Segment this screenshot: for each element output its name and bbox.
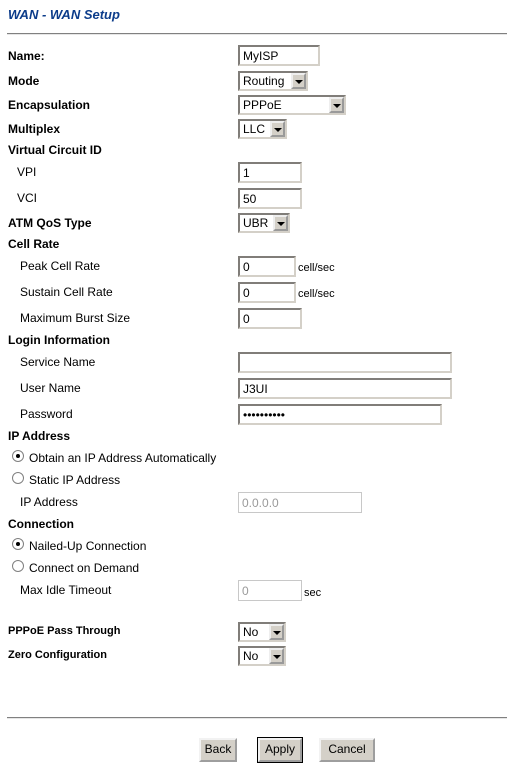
service-name-input[interactable] [238, 352, 452, 373]
ip-auto-label: Obtain an IP Address Automatically [29, 451, 217, 465]
vci-label: VCI [17, 191, 38, 205]
connection-heading: Connection [8, 517, 74, 531]
login-heading: Login Information [8, 333, 110, 347]
service-name-label: Service Name [20, 355, 96, 369]
name-input[interactable] [238, 45, 320, 66]
pppoe-pass-label: PPPoE Pass Through [8, 625, 121, 637]
ip-heading: IP Address [8, 429, 71, 443]
max-idle-timeout-input[interactable] [238, 580, 302, 601]
encapsulation-select[interactable] [238, 95, 346, 115]
cancel-button[interactable]: Cancel [319, 738, 375, 762]
qos-label: ATM QoS Type [8, 216, 92, 230]
user-name-input[interactable] [238, 378, 452, 399]
pppoe-pass-value: No [243, 625, 259, 639]
zero-conf-select[interactable] [238, 646, 286, 666]
mode-select[interactable] [238, 71, 308, 91]
sustain-cell-rate-label: Sustain Cell Rate [20, 285, 113, 299]
pppoe-pass-select[interactable] [238, 622, 286, 642]
top-divider [7, 33, 507, 35]
ip-address-input[interactable] [238, 492, 362, 513]
ip-static-radio[interactable] [12, 472, 24, 484]
ip-auto-radio[interactable] [12, 450, 24, 462]
connect-on-demand-label: Connect on Demand [29, 561, 140, 575]
sustain-unit: cell/sec [298, 288, 335, 300]
qos-select[interactable] [238, 213, 290, 233]
mode-value: Routing [243, 74, 285, 88]
encapsulation-label: Encapsulation [8, 98, 91, 112]
ip-static-label: Static IP Address [29, 473, 121, 487]
peak-unit: cell/sec [298, 262, 335, 274]
apply-button[interactable]: Apply [258, 738, 302, 762]
vpi-label: VPI [17, 165, 37, 179]
password-input[interactable] [238, 404, 442, 425]
chevron-down-icon [269, 648, 284, 664]
peak-cell-rate-label: Peak Cell Rate [20, 259, 101, 273]
sustain-cell-rate-input[interactable] [238, 282, 296, 303]
page-title: WAN - WAN Setup [8, 7, 120, 22]
chevron-down-icon [273, 215, 288, 231]
encapsulation-value: PPPoE [243, 98, 282, 112]
idle-unit: sec [304, 587, 322, 599]
multiplex-value: LLC [243, 122, 266, 136]
cell-rate-heading: Cell Rate [8, 237, 60, 251]
multiplex-select[interactable] [238, 119, 287, 139]
zero-conf-value: No [243, 649, 259, 663]
connect-on-demand-radio[interactable] [12, 560, 24, 572]
vci-input[interactable] [238, 188, 302, 209]
nailed-up-label: Nailed-Up Connection [29, 539, 147, 553]
vpi-input[interactable] [238, 162, 302, 183]
max-burst-size-label: Maximum Burst Size [20, 311, 131, 325]
mode-label: Mode [8, 74, 40, 88]
vc-heading: Virtual Circuit ID [8, 143, 102, 157]
chevron-down-icon [270, 121, 285, 137]
chevron-down-icon [329, 97, 344, 113]
qos-value: UBR [243, 216, 269, 230]
chevron-down-icon [291, 73, 306, 89]
max-idle-timeout-label: Max Idle Timeout [20, 583, 112, 597]
peak-cell-rate-input[interactable] [238, 256, 296, 277]
ip-address-label: IP Address [20, 495, 78, 509]
user-name-label: User Name [20, 381, 81, 395]
bottom-divider [7, 717, 507, 719]
zero-conf-label: Zero Configuration [8, 649, 107, 661]
chevron-down-icon [269, 624, 284, 640]
nailed-up-radio[interactable] [12, 538, 24, 550]
back-button[interactable]: Back [199, 738, 237, 762]
password-label: Password [20, 407, 73, 421]
name-label: Name: [8, 49, 45, 63]
multiplex-label: Multiplex [8, 122, 61, 136]
max-burst-size-input[interactable] [238, 308, 302, 329]
